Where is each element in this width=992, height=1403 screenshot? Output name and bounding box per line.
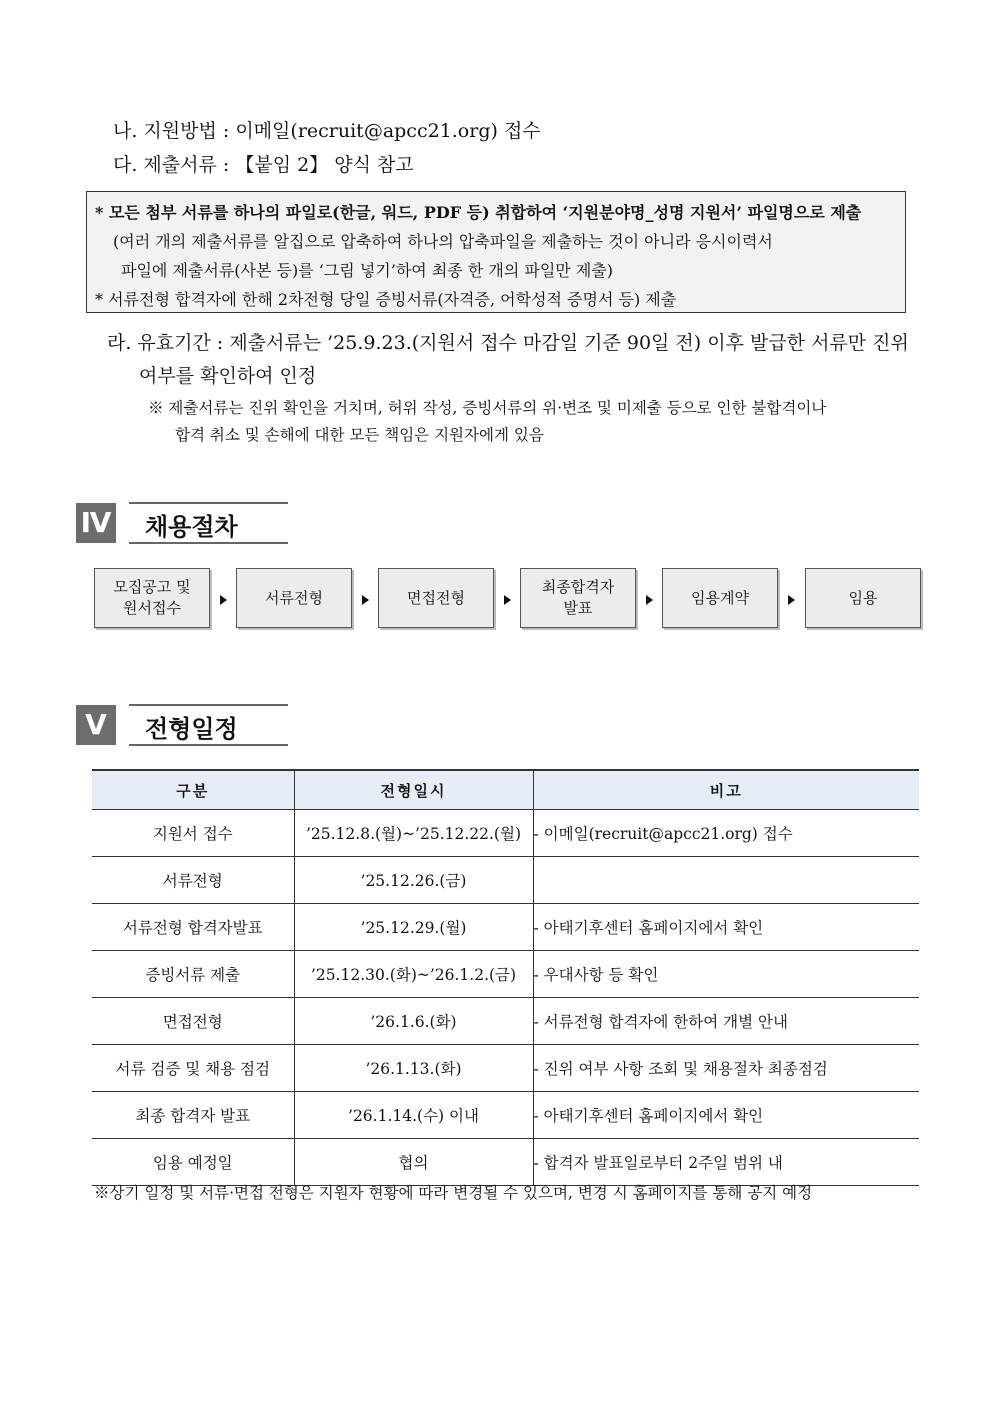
arrow-right-icon xyxy=(646,595,653,605)
table-cell: - 우대사항 등 확인 xyxy=(533,951,919,998)
application-method xyxy=(113,116,541,143)
table-cell: ’25.12.8.(월)~’25.12.22.(월) xyxy=(294,810,533,857)
table-header-category: 구분 xyxy=(92,770,294,810)
section-4-number: Ⅳ xyxy=(76,503,116,543)
section-4-title: 채용절차 xyxy=(145,513,238,541)
table-cell: - 서류전형 합격자에 한하여 개별 안내 xyxy=(533,998,919,1045)
arrow-right-icon xyxy=(220,595,227,605)
validity-note-2: 합격 취소 및 손해에 대한 모든 책임은 지원자에게 있음 xyxy=(175,426,544,444)
table-cell: 증빙서류 제출 xyxy=(92,951,294,998)
table-cell: - 합격자 발표일로부터 2주일 범위 내 xyxy=(533,1139,919,1186)
validity-line-1: 라. 유효기간 : 제출서류는 ’25.9.23.(지원서 접수 마감일 기준 90일 전) 이후 발급한 서류만 진위 xyxy=(107,332,909,354)
validity-line-2: 여부를 확인하여 인정 xyxy=(139,365,317,387)
process-step-contract: 임용계약 xyxy=(662,568,778,628)
table-cell: 서류 검증 및 채용 점검 xyxy=(92,1045,294,1092)
table-cell: - 이메일(recruit@apcc21.org) 접수 xyxy=(533,810,919,857)
process-step-interview: 면접전형 xyxy=(378,568,494,628)
process-step-appointment: 임용 xyxy=(805,568,921,628)
table-cell: 서류전형 합격자발표 xyxy=(92,904,294,951)
table-cell: ’26.1.14.(수) 이내 xyxy=(294,1092,533,1139)
table-cell: ’25.12.26.(금) xyxy=(294,857,533,904)
process-step-document-screening: 서류전형 xyxy=(236,568,352,628)
submission-documents-label: 다. 제출서류 : xyxy=(113,154,230,176)
notice-line-1: * 모든 첨부 서류를 하나의 파일로(한글, 워드, PDF 등) 취합하여 ‘지원분야명_성명 지원서’ 파일명으로 제출 xyxy=(95,203,862,222)
validity-note-1: ※ 제출서류는 진위 확인을 거치며, 허위 작성, 증빙서류의 위·변조 및 미제출 등으로 인한 불합격이나 xyxy=(148,399,827,417)
arrow-right-icon xyxy=(788,595,795,605)
submission-documents xyxy=(113,150,414,177)
table-cell: 임용 예정일 xyxy=(92,1139,294,1186)
section-5-bottom-rule xyxy=(129,744,288,746)
table-header-row xyxy=(92,770,919,810)
table-cell: - 진위 여부 사항 조회 및 채용절차 최종점검 xyxy=(533,1045,919,1092)
submission-documents-value: 【붙임 2】 양식 참고 xyxy=(235,154,414,176)
table-row xyxy=(92,1045,919,1092)
table-header-remarks: 비고 xyxy=(533,770,919,810)
table-row xyxy=(92,857,919,904)
table-row xyxy=(92,951,919,998)
table-cell: 면접전형 xyxy=(92,998,294,1045)
table-row xyxy=(92,1092,919,1139)
table-header-date: 전형일시 xyxy=(294,770,533,810)
table-cell: 최종 합격자 발표 xyxy=(92,1092,294,1139)
table-cell: - 아태기후센터 홈페이지에서 확인 xyxy=(533,904,919,951)
process-step-final-announcement: 최종합격자 발표 xyxy=(520,568,636,628)
table-cell: 서류전형 xyxy=(92,857,294,904)
notice-line-2: (여러 개의 제출서류를 알집으로 압축하여 하나의 압축파일을 제출하는 것이 아니라 응시이력서 xyxy=(113,232,773,251)
section-5-top-rule xyxy=(129,704,288,706)
notice-line-3: 파일에 제출서류(사본 등)를 ‘그림 넣기’하여 최종 한 개의 파일만 제출) xyxy=(121,261,613,280)
table-cell: ’26.1.13.(화) xyxy=(294,1045,533,1092)
table-cell xyxy=(533,857,919,904)
section-5-title: 전형일정 xyxy=(145,715,238,743)
section-5-number: Ⅴ xyxy=(76,705,116,745)
table-cell: ’26.1.6.(화) xyxy=(294,998,533,1045)
table-cell: ’25.12.29.(월) xyxy=(294,904,533,951)
table-cell: 협의 xyxy=(294,1139,533,1186)
notice-box xyxy=(86,191,906,313)
table-row xyxy=(92,904,919,951)
table-row xyxy=(92,998,919,1045)
process-step-recruitment: 모집공고 및 원서접수 xyxy=(94,568,210,628)
table-row xyxy=(92,1139,919,1186)
arrow-right-icon xyxy=(504,595,511,605)
table-cell: - 아태기후센터 홈페이지에서 확인 xyxy=(533,1092,919,1139)
application-method-label: 나. 지원방법 : xyxy=(113,120,230,142)
section-4-top-rule xyxy=(129,502,288,504)
arrow-right-icon xyxy=(362,595,369,605)
table-row xyxy=(92,810,919,857)
schedule-footnote: ※상기 일정 및 서류·면접 전형은 지원자 현황에 따라 변경될 수 있으며, 변경 시 홈페이지를 통해 공지 예정 xyxy=(94,1184,813,1202)
table-cell: 지원서 접수 xyxy=(92,810,294,857)
application-method-value: 이메일(recruit@apcc21.org) 접수 xyxy=(235,120,541,142)
table-cell: ’25.12.30.(화)~’26.1.2.(금) xyxy=(294,951,533,998)
notice-line-4: * 서류전형 합격자에 한해 2차전형 당일 증빙서류(자격증, 어학성적 증명서 등) 제출 xyxy=(95,290,677,309)
section-4-bottom-rule xyxy=(129,542,288,544)
schedule-table xyxy=(92,769,919,1186)
